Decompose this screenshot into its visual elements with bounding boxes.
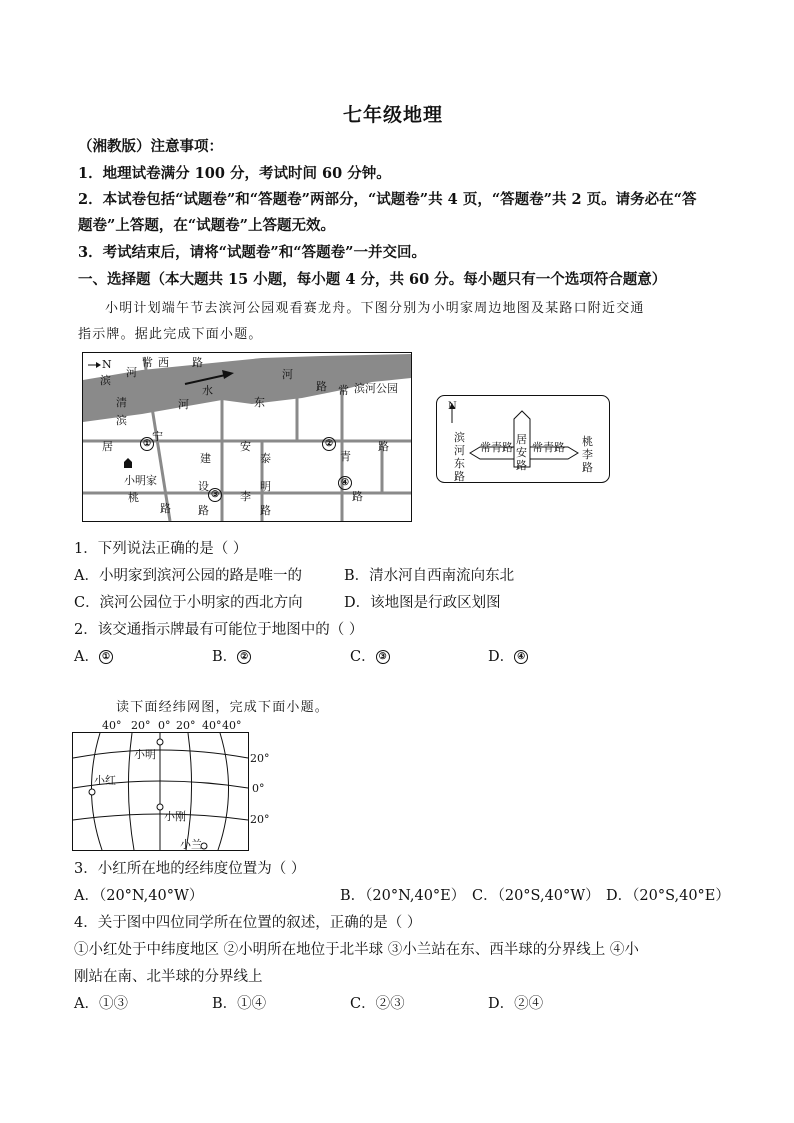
person-xiaoming: 小明 [134,748,156,761]
map-label-tai: 泰 [260,452,271,465]
lon-label-3: 0° [158,719,171,732]
map-label-qing2: 青 [340,450,351,463]
note-3: 3．考试结束后，请将“试题卷”和“答题卷”一并交回。 [78,244,426,261]
q4-stem: 4．关于图中四位同学所在位置的叙述，正确的是（ ） [74,915,422,931]
q2-option-d-value: ④ [514,650,528,664]
sign-right-road: 桃李路 [582,435,593,474]
map-label-changxi-1: 常 [142,356,153,369]
q2-stem: 2．该交通指示牌最有可能位于地图中的（ ） [74,622,364,638]
q1-stem: 1．下列说法正确的是（ ） [74,541,248,557]
map-label-tao: 桃 [128,491,139,504]
note-2: 2．本试卷包括“试题卷”和“答题卷”两部分，“试题卷”共 4 页，“答题卷”共 2 页。请务必在“答 [78,191,697,208]
q1-option-a: A．小明家到滨河公园的路是唯一的 [74,568,302,584]
q3-stem: 3．小红所在地的经纬度位置为（ ） [74,861,306,877]
map-label-lu-b4: 路 [352,490,363,503]
q3-option-b: B．（20°N,40°E） [340,888,466,904]
q2-option-a-value: ① [99,650,113,664]
q2-option-a-label: A． [74,649,99,665]
map-label-lu-right: 路 [378,440,389,453]
page-title: 七年级地理 [343,104,444,126]
sign-left-road: 滨河东路 [454,431,465,483]
q4-option-c: C．②③ [350,996,405,1012]
map-point-2: ② [322,437,336,451]
map-label-lu-b3: 路 [260,504,271,517]
map-label-li: 李 [240,490,251,503]
q1-option-c: C．滨河公园位于小明家的西北方向 [74,595,303,611]
map-label-bin2: 滨 [116,414,127,427]
q4-option-d: D．②④ [488,996,544,1012]
intro-line-1: 小明计划端午节去滨河公园观看赛龙舟。下图分别为小明家周边地图及某路口附近交通 [105,301,645,316]
map-label-dong: 东 [254,396,265,409]
intro-2: 读下面经纬网图，完成下面小题。 [116,700,330,715]
map-label-jian: 建 [200,452,211,465]
map-label-he-top: 河 [282,368,293,381]
traffic-sign [436,395,610,483]
map-label-lu-b2: 路 [198,504,209,517]
q3-option-d: D．（20°S,40°E） [606,888,730,904]
q3-option-a: A．（20°N,40°W） [74,888,204,904]
q4-option-b: B．①④ [212,996,267,1012]
sign-arrow-left: 常青路 [480,441,513,454]
map-point-3: ③ [208,488,222,502]
map-point-1: ① [140,437,154,451]
q4-option-a: A．①③ [74,996,128,1012]
map-label-lu-top: 路 [316,380,327,393]
q2-option-b-label: B． [212,649,238,665]
q2-option-d [488,645,528,666]
lon-label-1: 40° [102,719,122,732]
map-label-home: 小明家 [124,474,157,487]
q4-statements-1: ①小红处于中纬度地区 ②小明所在地位于北半球 ③小兰站在东、西半球的分界线上 ④小 [74,942,639,958]
graticule-graphics [72,732,250,852]
map-label-he-left: 河 [126,366,137,379]
person-xiaohong: 小红 [94,774,116,787]
q2-option-c-label: C． [350,649,376,665]
map-label-bin: 滨 [100,374,111,387]
q1-option-d: D．该地图是行政区划图 [344,595,501,611]
neighborhood-map [82,352,412,522]
map-north-label: N [102,358,112,371]
map-label-she: 设 [198,480,209,493]
lon-label-6: 40° [222,719,242,732]
map-label-an: 安 [240,440,251,453]
lon-label-2: 20° [131,719,151,732]
sign-north-label: N [448,401,457,412]
map-label-shui: 水 [202,384,213,397]
note-2-cont: 题卷”上答题，在“试题卷”上答题无效。 [78,217,336,234]
lon-label-4: 20° [176,719,196,732]
map-label-ning: 宁 [152,430,163,443]
map-label-changxi-2: 西 [158,356,169,369]
map-label-park: 滨河公园 [354,382,398,395]
intro-line-2: 指示牌。据此完成下面小题。 [78,327,263,342]
map-label-ming: 明 [260,480,271,493]
graticule-map [72,716,282,852]
map-label-he2: 河 [178,398,189,411]
q2-option-d-label: D． [488,649,515,665]
map-point-4: ④ [338,476,352,490]
lat-label-3: 20° [250,813,270,826]
map-label-chang2: 常 [338,384,349,397]
q2-option-a [74,645,113,666]
q2-option-c [350,645,390,666]
note-1: 1．地理试卷满分 100 分，考试时间 60 分钟。 [78,165,391,182]
person-xiaolan: 小兰 [180,838,202,851]
q3-option-c: C．（20°S,40°W） [472,888,600,904]
map-label-qing: 清 [116,396,127,409]
person-xiaogang: 小刚 [164,810,186,823]
sign-arrow-right: 常青路 [532,441,565,454]
edition-note: （湘教版）注意事项： [78,138,223,155]
lon-label-5: 40° [202,719,222,732]
sign-center-road: 居安路 [516,433,527,472]
lat-label-2: 0° [252,782,265,795]
map-label-ju: 居 [102,440,113,453]
q2-option-b [212,645,251,666]
q2-option-b-value: ② [237,650,251,664]
q1-option-b: B．清水河自西南流向东北 [344,568,515,584]
section-heading: 一、选择题（本大题共 15 小题，每小题 4 分，共 60 分。每小题只有一个选项符合题意） [78,271,667,288]
map-label-lu-b1: 路 [160,502,171,515]
map-label-changxi-3: 路 [192,356,203,369]
q4-statements-2: 刚站在南、北半球的分界线上 [74,969,263,985]
lat-label-1: 20° [250,752,270,765]
q2-option-c-value: ③ [376,650,390,664]
